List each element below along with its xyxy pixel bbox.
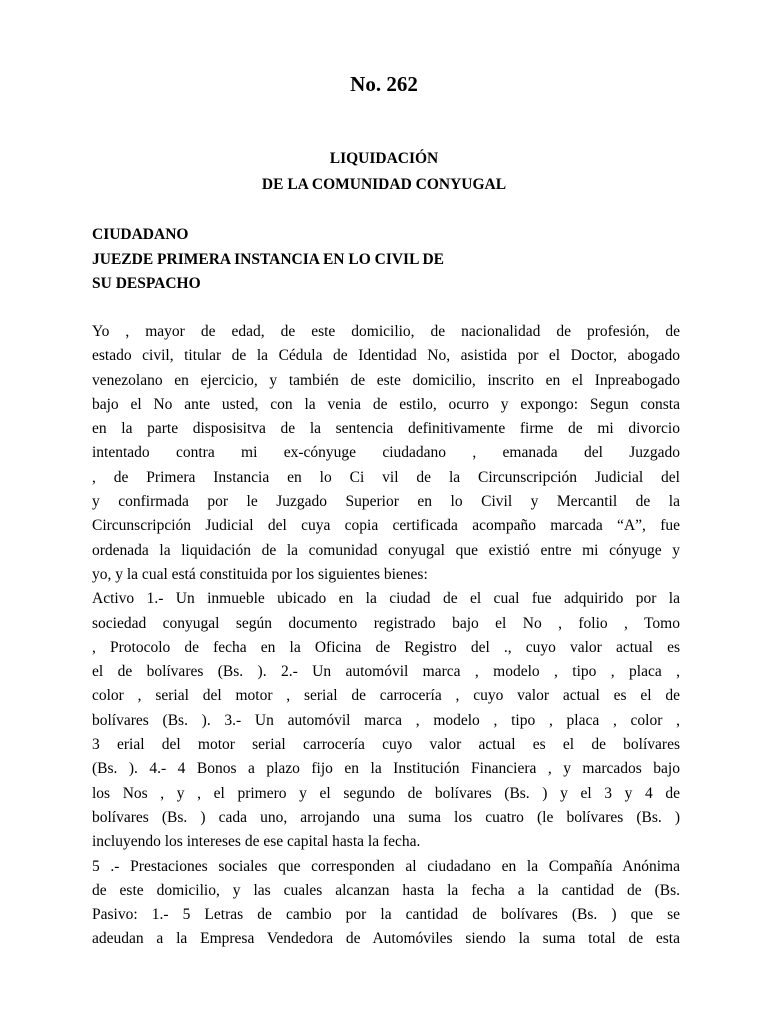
body-line: sociedad conyugal según documento registrado bajo el No , folio , Tomo <box>92 614 680 632</box>
body-line: 5 .- Prestaciones sociales que corresponden al ciudadano en la Compañía Anónima <box>92 857 680 875</box>
body-line: adeudan a la Empresa Vendedora de Automóviles siendo la suma total de esta <box>92 930 680 948</box>
body-line: los Nos , y , el primero y el segundo de bolívares (Bs. ) y el 3 y 4 de <box>92 784 680 802</box>
addressee-line: SU DESPACHO <box>92 275 201 292</box>
body-line: de este domicilio, y las cuales alcanzan hasta la fecha a la cantidad de (Bs. <box>92 881 680 899</box>
body-line: venezolano en ejercicio, y también de este domicilio, inscrito en el Inpreabogado <box>92 371 680 389</box>
body-line: incluyendo los intereses de ese capital hasta la fecha. <box>92 833 421 851</box>
body-line: bajo el No ante usted, con la venia de estilo, ocurro y expongo: Segun consta <box>92 395 680 413</box>
body-line: Yo , mayor de edad, de este domicilio, de nacionalidad de profesión, de <box>92 323 680 340</box>
body-line: en la parte disposisitva de la sentencia definitivamente firme de mi divorcio <box>92 420 680 438</box>
body-line: bolívares (Bs. ). 3.- Un automóvil marca , modelo , tipo , placa , color , <box>92 711 680 729</box>
body-line: y confirmada por le Juzgado Superior en lo Civil y Mercantil de la <box>92 493 680 511</box>
body-line: Circunscripción Judicial del cuya copia certificada acompaño marcada “A”, fue <box>92 517 680 535</box>
body-line: bolívares (Bs. ) cada uno, arrojando una suma los cuatro (le bolívares (Bs. ) <box>92 808 680 826</box>
addressee-line: CIUDADANO <box>92 226 189 243</box>
body-line: estado civil, titular de la Cédula de Identidad No, asistida por el Doctor, abogado <box>92 347 680 365</box>
document-title: LIQUIDACIÓN <box>329 150 439 167</box>
body-line: el de bolívares (Bs. ). 2.- Un automóvil marca , modelo , tipo , placa , <box>92 663 680 681</box>
document-number: No. 262 <box>350 72 418 96</box>
body-line: Pasivo: 1.- 5 Letras de cambio por la cantidad de bolívares (Bs. ) que se <box>92 906 680 924</box>
body-line: color , serial del motor , serial de carrocería , cuyo valor actual es el de <box>92 687 680 705</box>
body-line: ordenada la liquidación de la comunidad conyugal que existió entre mi cónyuge y <box>92 541 680 559</box>
body-line: 3 erial del motor serial carrocería cuyo valor actual es el de bolívares <box>92 736 680 754</box>
document-subtitle: DE LA COMUNIDAD CONYUGAL <box>261 176 507 193</box>
addressee-line: JUEZDE PRIMERA INSTANCIA EN LO CIVIL DE <box>92 251 444 268</box>
body-line: intentado contra mi ex-cónyuge ciudadano , emanada del Juzgado <box>92 444 680 462</box>
document-body <box>92 320 680 952</box>
body-line: (Bs. ). 4.- 4 Bonos a plazo fijo en la Institución Financiera , y marcados bajo <box>92 760 680 778</box>
body-line: Activo 1.- Un inmueble ubicado en la ciudad de el cual fue adquirido por la <box>92 590 680 608</box>
body-line: , de Primera Instancia en lo Ci vil de la Circunscripción Judicial del <box>92 468 680 486</box>
body-line: , Protocolo de fecha en la Oficina de Registro del ., cuyo valor actual es <box>92 638 680 656</box>
body-line: yo, y la cual está constituida por los siguientes bienes: <box>92 565 428 583</box>
